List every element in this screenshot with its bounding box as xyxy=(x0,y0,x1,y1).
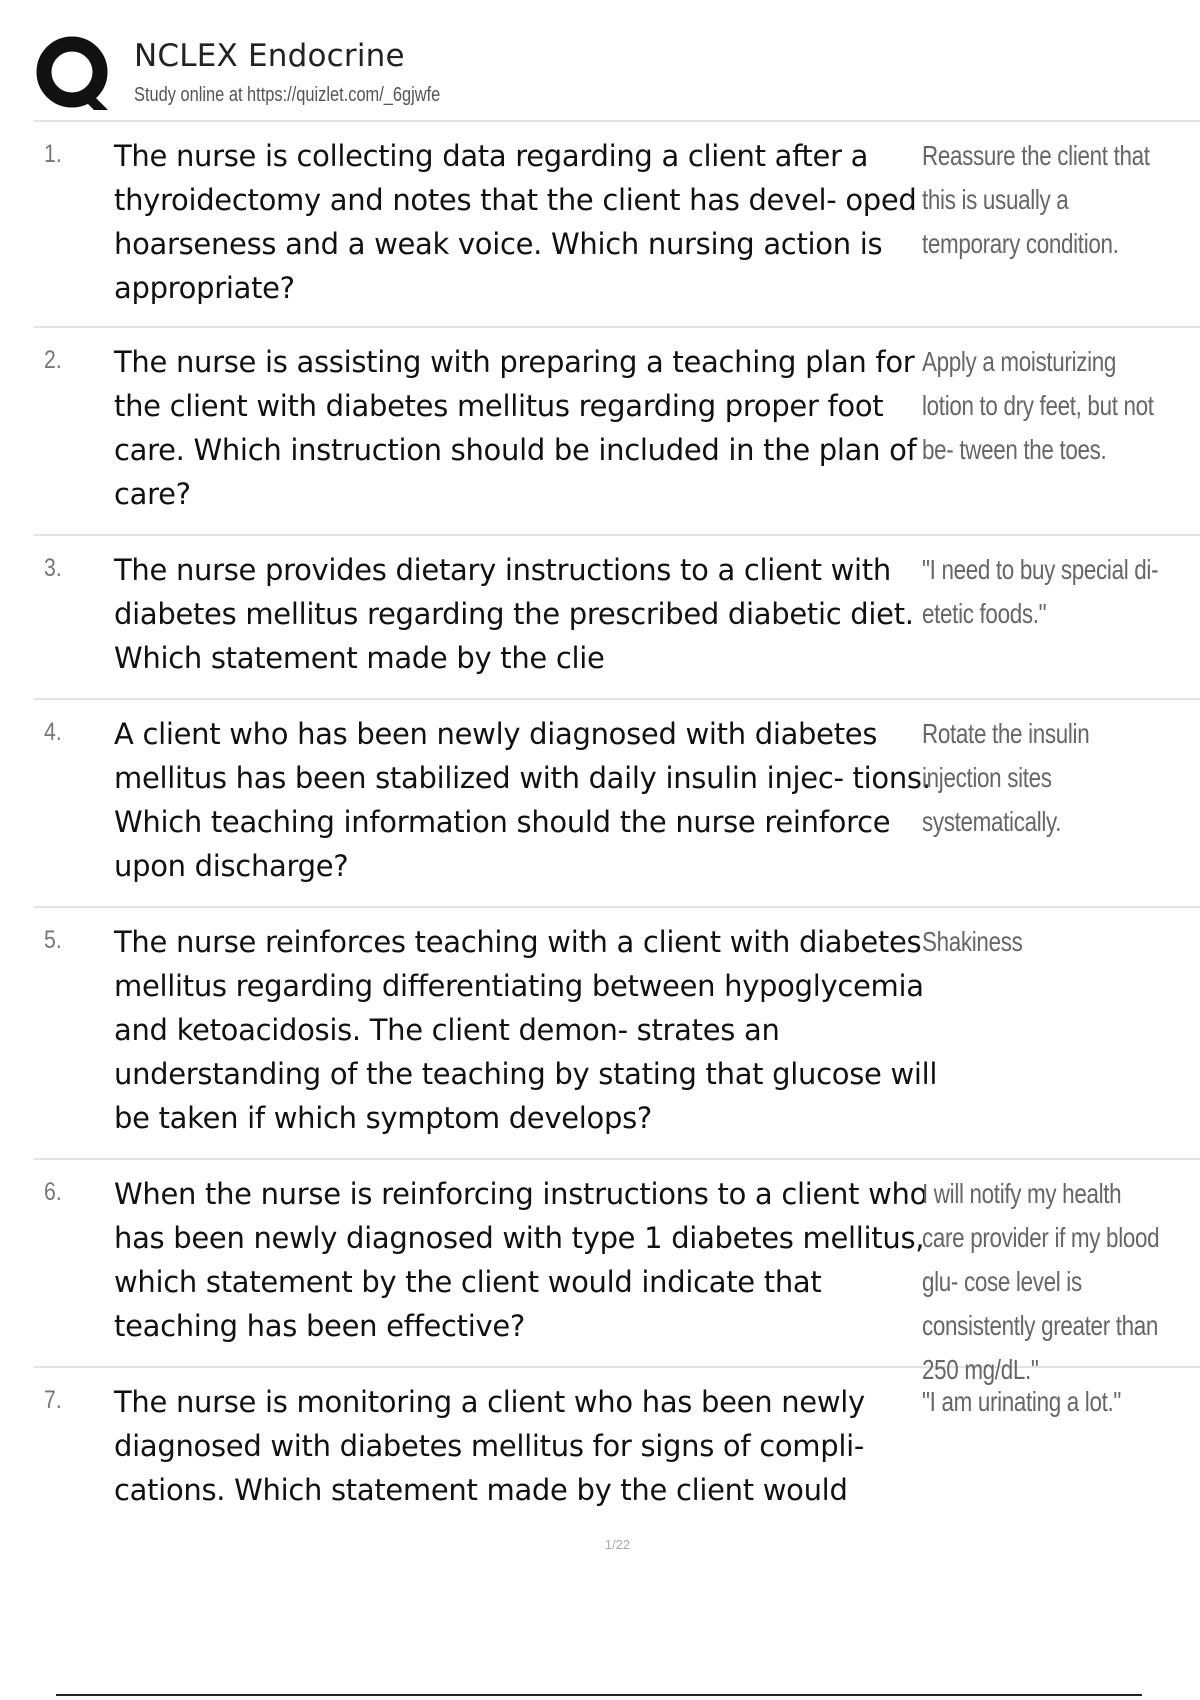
flashcard-row xyxy=(34,122,1200,328)
flashcard-answer: Apply a moisturizing lotion to dry feet, but not be- tween the toes. xyxy=(922,346,1154,465)
flashcard-answer: Shakiness xyxy=(922,926,1023,957)
flashcard-answer: Reassure the client that this is usually a temporary condition. xyxy=(922,140,1150,259)
document-header xyxy=(34,34,1200,118)
page-number: 1/22 xyxy=(604,1537,631,1552)
document-title: NCLEX Endocrine xyxy=(134,38,405,74)
quizlet-logo-icon xyxy=(34,34,114,114)
flashcard-number: 3. xyxy=(44,554,62,582)
flashcard-row xyxy=(34,328,1200,536)
flashcard-question: The nurse is assisting with preparing a teaching plan for the client with diabetes mellitus regarding proper foot care. Which instruction should be included in the plan of care? xyxy=(114,345,917,511)
study-link-text: Study online at https://quizlet.com/_6gjwfe xyxy=(134,84,441,106)
flashcard-list xyxy=(34,122,1200,1568)
flashcard-number: 7. xyxy=(44,1386,62,1414)
flashcard-question: The nurse is monitoring a client who has been newly diagnosed with diabetes mellitus for signs of compli- cations. Which statement made by the client would xyxy=(114,1385,865,1507)
page-bottom-rule xyxy=(56,1694,1142,1696)
flashcard-number: 1. xyxy=(44,140,62,168)
flashcard-answer: I will notify my health care provider if my blood glu- cose level is consistently greater than 250 mg/dL." xyxy=(922,1178,1160,1385)
flashcard-answer: "I am urinating a lot." xyxy=(922,1386,1122,1417)
flashcard-question: The nurse is collecting data regarding a client after a thyroidectomy and notes that the client has devel- oped hoarseness and a weak voice. Which nursing action is appropriate? xyxy=(114,139,917,305)
flashcard-number: 4. xyxy=(44,718,62,746)
flashcard-row xyxy=(34,1160,1200,1385)
flashcard-row xyxy=(34,536,1200,700)
flashcard-question: The nurse reinforces teaching with a client with diabetes mellitus regarding differentiating between hypoglycemia and ketoacidosis. The client demon- strates an understanding of the teaching by stating that glucose will be taken if which symptom develops? xyxy=(114,925,938,1135)
flashcard-answer: Rotate the insulin injection sites systematically. xyxy=(922,718,1090,837)
flashcard-question: A client who has been newly diagnosed with diabetes mellitus has been stabilized with daily insulin injec- tions. Which teaching information should the nurse reinforce upon discharge? xyxy=(114,717,931,883)
flashcard-row xyxy=(34,908,1200,1160)
flashcard-number: 5. xyxy=(44,926,62,954)
flashcard-row xyxy=(34,700,1200,908)
flashcard-answer: "I need to buy special di- etetic foods." xyxy=(922,554,1159,629)
flashcard-number: 2. xyxy=(44,346,62,374)
flashcard-question: When the nurse is reinforcing instructions to a client who has been newly diagnosed with type 1 diabetes mellitus, which statement by the client would indicate that teaching has been effective? xyxy=(114,1177,928,1343)
flashcard-question: The nurse provides dietary instructions to a client with diabetes mellitus regarding the prescribed diabetic diet. Which statement made by the clie xyxy=(114,553,914,675)
flashcard-number: 6. xyxy=(44,1178,62,1206)
